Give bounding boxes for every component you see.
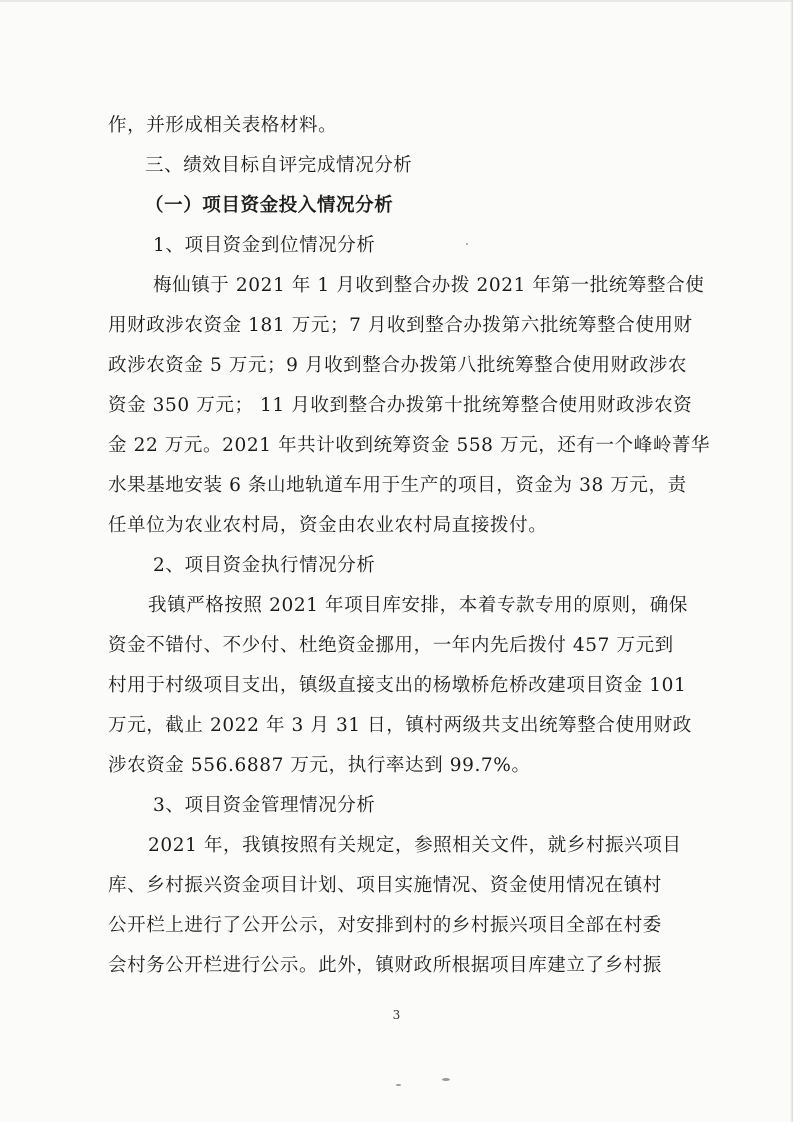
paragraph-line: 会村务公开栏进行公示。此外，镇财政所根据项目库建立了乡村振 xyxy=(108,955,662,976)
paragraph-line: 资金不错付、不少付、杜绝资金挪用，一年内先后拨付 457 万元到 xyxy=(108,635,674,656)
item-heading: 3、项目资金管理情况分析 xyxy=(153,795,376,816)
paragraph-line: 任单位为农业农村局，资金由农业农村局直接拨付。 xyxy=(108,515,548,536)
paragraph-line: 万元，截止 2022 年 3 月 31 日，镇村两级共支出统筹整合使用财政 xyxy=(108,715,692,736)
paragraph-line: 2021 年，我镇按照有关规定，参照相关文件，就乡村振兴项目 xyxy=(148,835,682,856)
paragraph-line: 资金 350 万元； 11 月收到整合办拨第十批统筹整合使用财政涉农资 xyxy=(108,395,693,416)
scan-speck xyxy=(396,1084,401,1086)
paragraph-line: 政涉农资金 5 万元；9 月收到整合办拨第八批统筹整合使用财政涉农 xyxy=(108,355,687,376)
item-heading: 1、项目资金到位情况分析 xyxy=(153,235,376,256)
paragraph-line: 涉农资金 556.6887 万元，执行率达到 99.7%。 xyxy=(108,755,531,776)
paragraph-line: 梅仙镇于 2021 年 1 月收到整合办拨 2021 年第一批统筹整合使 xyxy=(153,275,705,296)
paragraph-line: 用财政涉农资金 181 万元；7 月收到整合办拨第六批统筹整合使用财 xyxy=(108,315,693,336)
scan-speck xyxy=(442,1078,450,1081)
section-heading: 三、绩效目标自评完成情况分析 xyxy=(145,155,413,176)
scan-speck xyxy=(466,243,468,245)
paragraph-line: 金 22 万元。2021 年共计收到统筹资金 558 万元，还有一个峰岭菁华 xyxy=(108,435,711,456)
paragraph-line: 公开栏上进行了公开公示，对安排到村的乡村振兴项目全部在村委 xyxy=(108,915,662,936)
paragraph-line: 我镇严格按照 2021 年项目库安排，本着专款专用的原则，确保 xyxy=(148,595,688,616)
paragraph-line: 库、乡村振兴资金项目计划、项目实施情况、资金使用情况在镇村 xyxy=(108,875,662,896)
item-heading: 2、项目资金执行情况分析 xyxy=(153,555,376,576)
page-number: 3 xyxy=(392,1008,401,1022)
paragraph-line: 村用于村级项目支出，镇级直接支出的杨墩桥危桥改建项目资金 101 xyxy=(108,675,687,696)
scan-edge xyxy=(0,0,793,2)
subsection-heading: （一）项目资金投入情况分析 xyxy=(145,195,394,216)
paragraph-line: 水果基地安装 6 条山地轨道车用于生产的项目，资金为 38 万元，责 xyxy=(108,475,687,496)
paragraph-line: 作，并形成相关表格材料。 xyxy=(108,115,338,136)
